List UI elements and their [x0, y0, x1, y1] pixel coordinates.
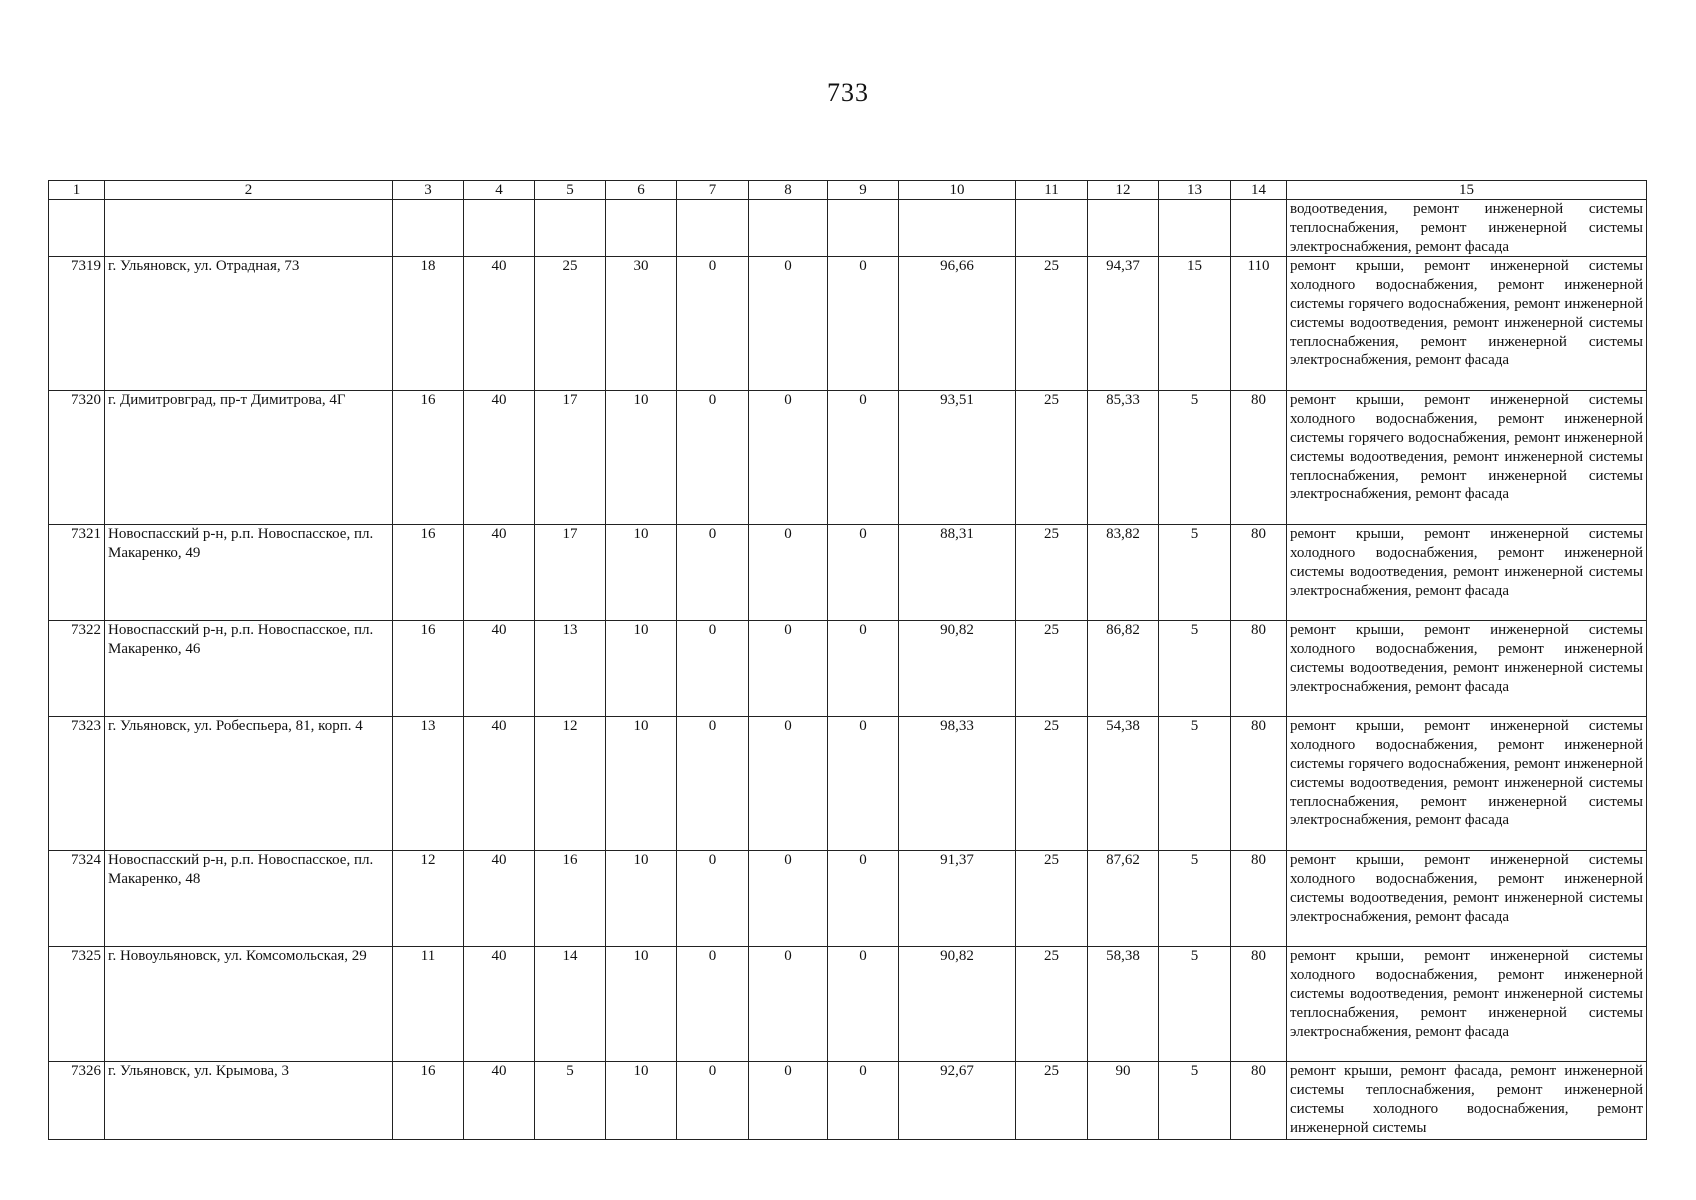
value-cell-c4: 40	[464, 851, 535, 947]
registry-table	[48, 180, 1647, 1140]
value-cell-c14: 80	[1231, 525, 1287, 621]
value-cell-c5: 17	[535, 525, 606, 621]
value-cell-c14: 80	[1231, 851, 1287, 947]
value-cell-c6: 30	[606, 257, 677, 391]
value-cell-c12: 58,38	[1088, 947, 1159, 1062]
column-header: 5	[535, 181, 606, 200]
row-number-cell: 7319	[49, 257, 105, 391]
table-row	[49, 621, 1647, 717]
value-cell-c9: 0	[828, 525, 899, 621]
value-cell-c10: 98,33	[899, 717, 1016, 851]
row-number-cell: 7324	[49, 851, 105, 947]
value-cell-c11: 25	[1016, 257, 1088, 391]
value-cell-c13: 5	[1159, 621, 1231, 717]
value-cell-c13: 5	[1159, 717, 1231, 851]
value-cell-c13: 5	[1159, 391, 1231, 525]
table-row	[49, 1062, 1647, 1140]
value-cell-c8: 0	[749, 391, 828, 525]
value-cell-c12: 87,62	[1088, 851, 1159, 947]
column-header: 15	[1287, 181, 1647, 200]
table-row	[49, 525, 1647, 621]
works-cell: ремонт крыши, ремонт инженерной системы холодного водоснабжения, ремонт инженерной системы водоотведения, ремонт инженерной системы электроснабжения, ремонт фасада	[1287, 851, 1647, 947]
value-cell-c10: 91,37	[899, 851, 1016, 947]
column-header: 7	[677, 181, 749, 200]
column-header: 2	[105, 181, 393, 200]
value-cell-c13: 5	[1159, 851, 1231, 947]
row-number-cell: 7325	[49, 947, 105, 1062]
value-cell-c6: 10	[606, 391, 677, 525]
works-cell: ремонт крыши, ремонт инженерной системы холодного водоснабжения, ремонт инженерной системы водоотведения, ремонт инженерной системы электроснабжения, ремонт фасада	[1287, 525, 1647, 621]
value-cell-c8: 0	[749, 525, 828, 621]
address-cell: г. Новоульяновск, ул. Комсомольская, 29	[105, 947, 393, 1062]
value-cell-c3: 18	[393, 257, 464, 391]
value-cell-c4: 40	[464, 525, 535, 621]
value-cell-c4: 40	[464, 1062, 535, 1140]
value-cell-c9: 0	[828, 391, 899, 525]
address-cell: г. Ульяновск, ул. Робеспьера, 81, корп. 4	[105, 717, 393, 851]
page-number: 733	[827, 78, 869, 107]
value-cell-c11: 25	[1016, 717, 1088, 851]
row-number-cell: 7322	[49, 621, 105, 717]
table-row	[49, 947, 1647, 1062]
row-number-cell: 7323	[49, 717, 105, 851]
value-cell-c14: 80	[1231, 717, 1287, 851]
value-cell-c8: 0	[749, 257, 828, 391]
value-cell-c12: 83,82	[1088, 525, 1159, 621]
value-cell-c4: 40	[464, 947, 535, 1062]
value-cell-c7: 0	[677, 257, 749, 391]
value-cell-c9: 0	[828, 851, 899, 947]
value-cell-c5: 12	[535, 717, 606, 851]
value-cell-c8: 0	[749, 717, 828, 851]
column-header: 3	[393, 181, 464, 200]
column-header: 4	[464, 181, 535, 200]
works-cell: ремонт крыши, ремонт инженерной системы холодного водоснабжения, ремонт инженерной системы водоотведения, ремонт инженерной системы теплоснабжения, ремонт инженерной системы электроснабжения, ремонт фасада	[1287, 947, 1647, 1062]
works-cell: ремонт крыши, ремонт инженерной системы холодного водоснабжения, ремонт инженерной системы горячего водоснабжения, ремонт инженерной системы водоотведения, ремонт инженерной системы теплоснабжения, ремонт инженерной системы электроснабжения, ремонт фасада	[1287, 391, 1647, 525]
column-header: 9	[828, 181, 899, 200]
column-header: 1	[49, 181, 105, 200]
value-cell-c8: 0	[749, 851, 828, 947]
value-cell-c7: 0	[677, 621, 749, 717]
value-cell-c7: 0	[677, 391, 749, 525]
row-number-cell: 7320	[49, 391, 105, 525]
value-cell-c6: 10	[606, 1062, 677, 1140]
value-cell-c9: 0	[828, 947, 899, 1062]
value-cell-c6: 10	[606, 621, 677, 717]
table-row	[49, 391, 1647, 525]
value-cell-c12: 90	[1088, 1062, 1159, 1140]
address-cell: Новоспасский р-н, р.п. Новоспасское, пл. Макаренко, 46	[105, 621, 393, 717]
value-cell-c3: 16	[393, 525, 464, 621]
value-cell-c9: 0	[828, 1062, 899, 1140]
value-cell-c7: 0	[677, 851, 749, 947]
value-cell-c5: 25	[535, 257, 606, 391]
value-cell-c5: 14	[535, 947, 606, 1062]
address-cell: г. Димитровград, пр-т Димитрова, 4Г	[105, 391, 393, 525]
value-cell-c11: 25	[1016, 391, 1088, 525]
column-header: 6	[606, 181, 677, 200]
table-row	[49, 717, 1647, 851]
column-header: 11	[1016, 181, 1088, 200]
address-cell: Новоспасский р-н, р.п. Новоспасское, пл. Макаренко, 48	[105, 851, 393, 947]
value-cell-c6: 10	[606, 525, 677, 621]
row-number-cell: 7326	[49, 1062, 105, 1140]
value-cell-c4: 40	[464, 391, 535, 525]
value-cell-c11: 25	[1016, 851, 1088, 947]
value-cell-c3: 16	[393, 391, 464, 525]
value-cell-c5: 13	[535, 621, 606, 717]
table-row	[49, 851, 1647, 947]
column-header: 13	[1159, 181, 1231, 200]
works-cell: ремонт крыши, ремонт инженерной системы холодного водоснабжения, ремонт инженерной системы горячего водоснабжения, ремонт инженерной системы водоотведения, ремонт инженерной системы теплоснабжения, ремонт инженерной системы электроснабжения, ремонт фасада	[1287, 717, 1647, 851]
value-cell-c8: 0	[749, 1062, 828, 1140]
works-cell: ремонт крыши, ремонт инженерной системы холодного водоснабжения, ремонт инженерной системы водоотведения, ремонт инженерной системы электроснабжения, ремонт фасада	[1287, 621, 1647, 717]
value-cell-c10: 93,51	[899, 391, 1016, 525]
value-cell-c11: 25	[1016, 525, 1088, 621]
value-cell-c12: 86,82	[1088, 621, 1159, 717]
value-cell-c9: 0	[828, 621, 899, 717]
value-cell-c8: 0	[749, 947, 828, 1062]
value-cell-c14: 110	[1231, 257, 1287, 391]
value-cell-c4: 40	[464, 257, 535, 391]
value-cell-c7: 0	[677, 947, 749, 1062]
works-cell: ремонт крыши, ремонт инженерной системы холодного водоснабжения, ремонт инженерной системы горячего водоснабжения, ремонт инженерной системы водоотведения, ремонт инженерной системы теплоснабжения, ремонт инженерной системы электроснабжения, ремонт фасада	[1287, 257, 1647, 391]
works-cell: ремонт крыши, ремонт фасада, ремонт инженерной системы теплоснабжения, ремонт инженерной системы холодного водоснабжения, ремонт инженерной системы	[1287, 1062, 1647, 1140]
value-cell-c8: 0	[749, 621, 828, 717]
value-cell-c14: 80	[1231, 947, 1287, 1062]
works-cell: водоотведения, ремонт инженерной системы теплоснабжения, ремонт инженерной системы электроснабжения, ремонт фасада	[1287, 200, 1647, 257]
value-cell-c10: 90,82	[899, 947, 1016, 1062]
value-cell-c13: 5	[1159, 1062, 1231, 1140]
column-header: 14	[1231, 181, 1287, 200]
value-cell-c13: 15	[1159, 257, 1231, 391]
value-cell-c14: 80	[1231, 391, 1287, 525]
address-cell: г. Ульяновск, ул. Отрадная, 73	[105, 257, 393, 391]
value-cell-c14: 80	[1231, 1062, 1287, 1140]
value-cell-c3: 16	[393, 621, 464, 717]
value-cell-c14: 80	[1231, 621, 1287, 717]
value-cell-c7: 0	[677, 1062, 749, 1140]
value-cell-c13: 5	[1159, 947, 1231, 1062]
value-cell-c4: 40	[464, 621, 535, 717]
value-cell-c4: 40	[464, 717, 535, 851]
value-cell-c9: 0	[828, 257, 899, 391]
value-cell-c12: 85,33	[1088, 391, 1159, 525]
value-cell-c6: 10	[606, 851, 677, 947]
value-cell-c10: 88,31	[899, 525, 1016, 621]
value-cell-c7: 0	[677, 525, 749, 621]
value-cell-c6: 10	[606, 717, 677, 851]
value-cell-c6: 10	[606, 947, 677, 1062]
value-cell-c11: 25	[1016, 947, 1088, 1062]
value-cell-c3: 12	[393, 851, 464, 947]
value-cell-c5: 16	[535, 851, 606, 947]
continuation-row	[49, 200, 1647, 257]
value-cell-c9: 0	[828, 717, 899, 851]
value-cell-c10: 96,66	[899, 257, 1016, 391]
value-cell-c7: 0	[677, 717, 749, 851]
value-cell-c5: 17	[535, 391, 606, 525]
value-cell-c10: 90,82	[899, 621, 1016, 717]
value-cell-c12: 94,37	[1088, 257, 1159, 391]
value-cell-c11: 25	[1016, 1062, 1088, 1140]
value-cell-c10: 92,67	[899, 1062, 1016, 1140]
value-cell-c3: 16	[393, 1062, 464, 1140]
value-cell-c13: 5	[1159, 525, 1231, 621]
column-header: 8	[749, 181, 828, 200]
address-cell: г. Ульяновск, ул. Крымова, 3	[105, 1062, 393, 1140]
value-cell-c11: 25	[1016, 621, 1088, 717]
column-header: 12	[1088, 181, 1159, 200]
value-cell-c3: 11	[393, 947, 464, 1062]
table-row	[49, 257, 1647, 391]
column-header: 10	[899, 181, 1016, 200]
column-number-row	[49, 181, 1647, 200]
value-cell-c12: 54,38	[1088, 717, 1159, 851]
value-cell-c5: 5	[535, 1062, 606, 1140]
row-number-cell: 7321	[49, 525, 105, 621]
value-cell-c3: 13	[393, 717, 464, 851]
address-cell: Новоспасский р-н, р.п. Новоспасское, пл. Макаренко, 49	[105, 525, 393, 621]
